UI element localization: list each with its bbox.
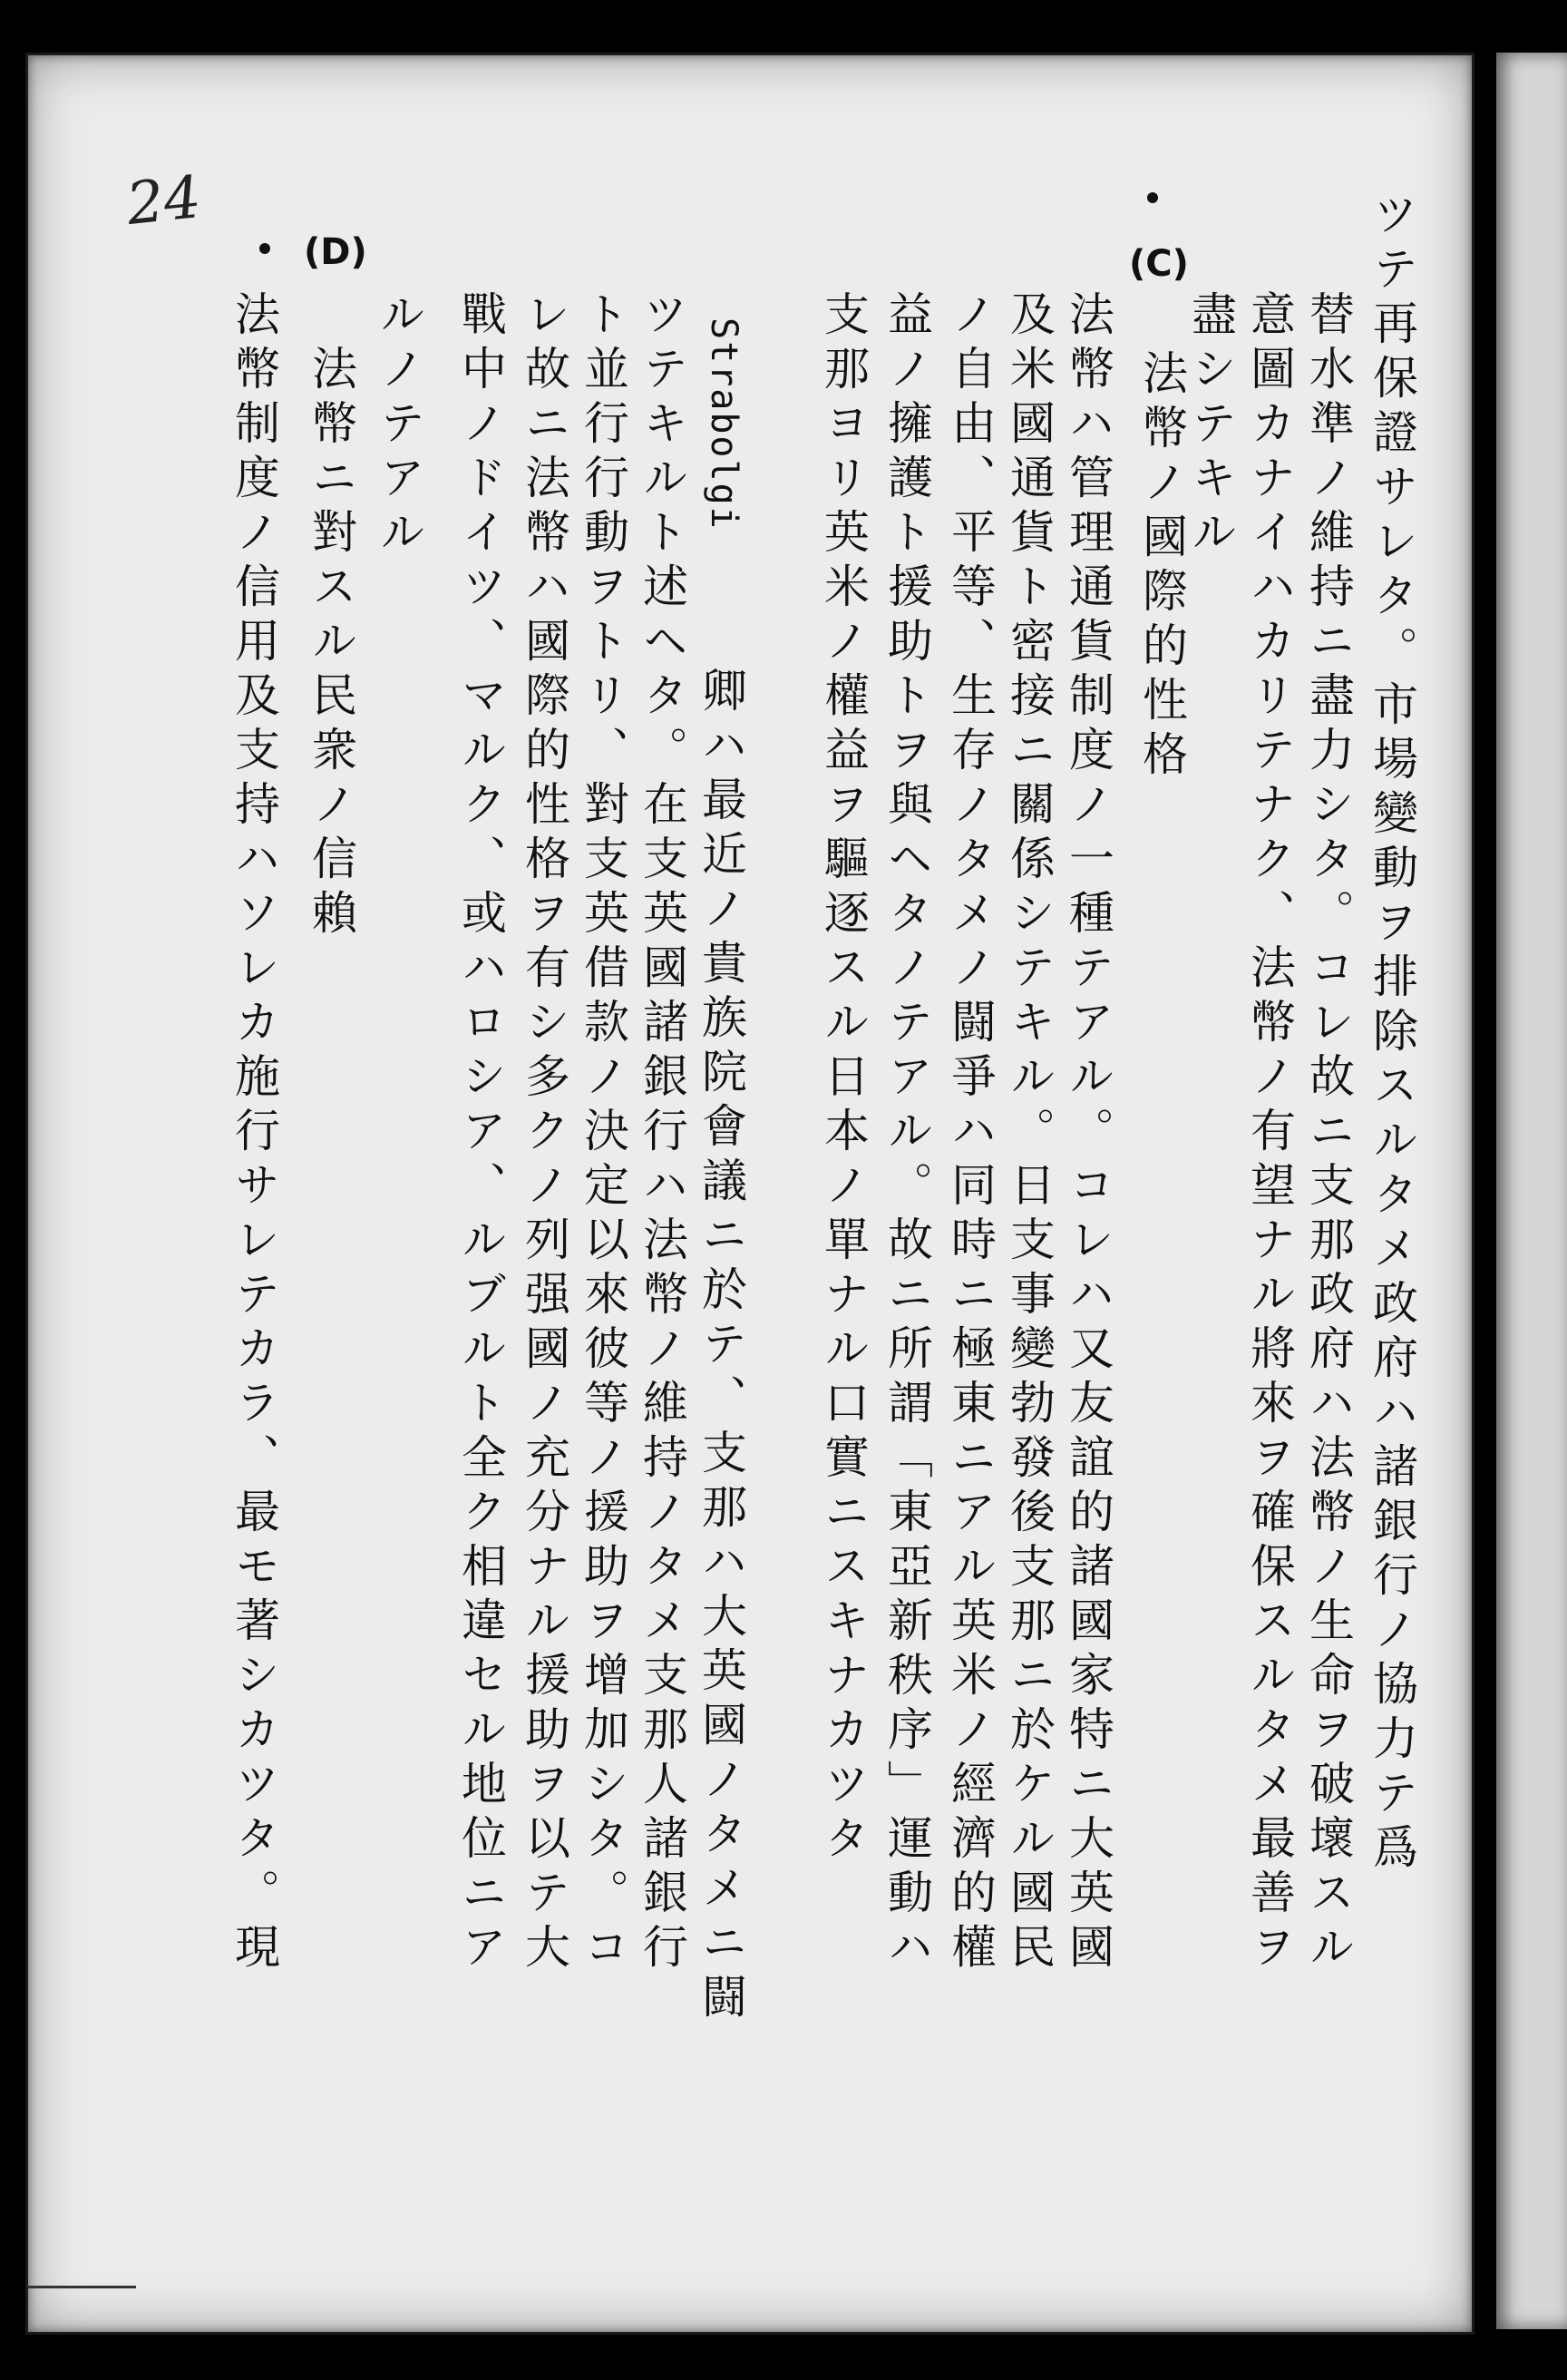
text-column-3: 意圖カナイハカリテナク、法幣ノ有望ナル將來ヲ確保スルタメ最善ヲ bbox=[1243, 290, 1296, 1977]
text-column-12: ト並行行動ヲトリ、對支英借款ノ決定以來彼等ノ援助ヲ增加シタ。コ bbox=[577, 290, 629, 1977]
text-column-9: 支那ヨリ英米ノ權益ヲ驅逐スル日本ノ單ナル口實ニスキナカツタ bbox=[817, 290, 870, 1868]
text-column-15: ルノテアル bbox=[373, 290, 425, 562]
section-d-marker: (D) bbox=[304, 231, 367, 273]
text-column-13: レ故ニ法幣ハ國際的性格ヲ有シ多クノ列强國ノ充分ナル援助ヲ以テ大 bbox=[518, 290, 570, 1977]
adjacent-page-edge bbox=[1496, 53, 1567, 2329]
text-column-11: ツテキルト述ヘタ。在支英國諸銀行ハ法幣ノ維持ノタメ支那人諸銀行 bbox=[636, 290, 688, 1977]
text-column-2: 替水準ノ維持ニ盡力シタ。コレ故ニ支那政府ハ法幣ノ生命ヲ破壞スル bbox=[1302, 290, 1355, 1977]
text-column-8: 益ノ擁護ト援助トヲ與ヘタノテアル。故ニ所謂「東亞新秩序」運動ハ bbox=[881, 290, 933, 1977]
margin-rule bbox=[27, 2286, 136, 2288]
text-column-1: ツテ再保證サレタ。市場變動ヲ排除スルタメ政府ハ諸銀行ノ協力テ爲 bbox=[1366, 190, 1418, 1878]
page-number: 24 bbox=[123, 163, 205, 239]
text-column-6: 及米國通貨ト密接ニ關係シテキル。日支事變勃發後支那ニ於ケル國民 bbox=[1003, 290, 1056, 1977]
section-d-title: 法幣ニ對スル民衆ノ信賴 bbox=[305, 345, 357, 943]
text-column-10: 卿ハ最近ノ貴族院會議ニ於テ、支那ハ大英國ノタメニ闘 bbox=[695, 667, 747, 2027]
bullet-dot bbox=[1147, 192, 1158, 203]
text-column-14: 戰中ノドイツ、マルク、或ハロシア、ルブルト全ク相違セル地位ニア bbox=[454, 290, 507, 1977]
text-column-5: 法幣ハ管理通貨制度ノ一種テアル。コレハ又友誼的諸國家特ニ大英國 bbox=[1062, 290, 1114, 1977]
text-column-16: 法幣制度ノ信用及支持ハソレカ施行サレテカラ、最モ著シカツタ。現 bbox=[228, 290, 280, 1977]
latin-name: Strabolgi bbox=[703, 317, 745, 531]
section-c-title: 法幣ノ國際的性格 bbox=[1135, 349, 1188, 785]
text-column-7: ノ自由、平等、生存ノタメノ闘爭ハ同時ニ極東ニアル英米ノ經濟的權 bbox=[944, 290, 997, 1977]
section-c-marker: (C) bbox=[1129, 243, 1189, 285]
text-column-4: 盡シテキル bbox=[1184, 290, 1237, 562]
bullet-dot bbox=[259, 243, 270, 254]
